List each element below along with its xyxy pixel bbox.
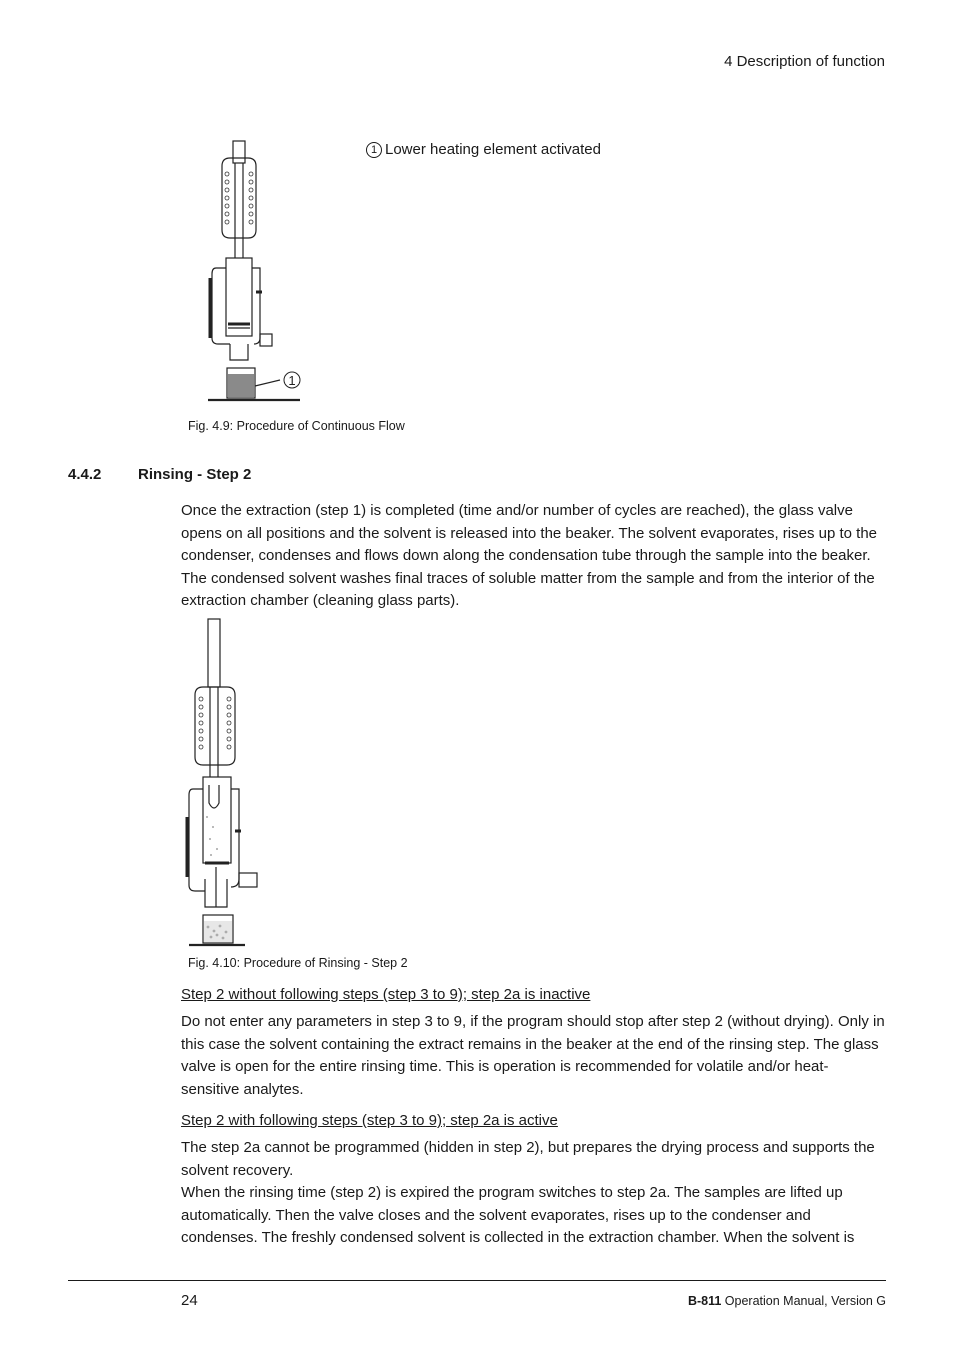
footer-manual-title — [688, 1294, 886, 1308]
section-title: Rinsing - Step 2 — [138, 466, 252, 483]
section-number: 4.4.2 — [68, 466, 102, 483]
callout-number-badge: 1 — [366, 142, 382, 158]
subsection2-body1: The step 2a cannot be programmed (hidden in step 2), but prepares the drying process and supports the solvent recovery. — [181, 1139, 875, 1179]
figure1-caption: Fig. 4.9: Procedure of Continuous Flow — [188, 419, 405, 433]
subsection1-heading: Step 2 without following steps (step 3 to 9); step 2a is inactive — [181, 986, 591, 1003]
footer-product: B-811 — [687, 1294, 722, 1308]
subsection1-body: Do not enter any parameters in step 3 to 9, if the program should stop after step 2 (without drying). Only in this case the solvent containing the extract remains in the beaker at the end of the rinsing step. The glass valve is open for the entire rinsing time. This is operation is recommended for volatile and/or heat-sensitive analytes. — [181, 1013, 885, 1098]
figure2-caption: Fig. 4.10: Procedure of Rinsing - Step 2 — [188, 956, 408, 970]
subsection2-heading: Step 2 with following steps (step 3 to 9); step 2a is active — [181, 1112, 558, 1129]
page-header: 4 Description of function — [724, 53, 885, 70]
figure-rinsing-diagram — [183, 617, 273, 947]
section-intro-paragraph: Once the extraction (step 1) is completed (time and/or number of cycles are reached), the glass valve opens on all positions and the solvent is released into the beaker. The solvent evaporates, rises up to the condenser, condenses and flows down along the condensation tube through the sample into the beaker. The condensed solvent washes final traces of soluble matter from the sample and from the interior of the extraction chamber (cleaning glass parts). — [181, 502, 877, 609]
page-number: 24 — [181, 1292, 198, 1309]
footer-manual-text: Operation Manual, Version G — [721, 1294, 886, 1308]
figure-continuous-flow-diagram — [200, 138, 310, 403]
figure1-callout — [366, 141, 601, 158]
figure1-marker-label: 1 — [288, 373, 296, 388]
callout-text: Lower heating element activated — [385, 141, 601, 158]
footer-divider — [68, 1280, 886, 1281]
subsection2-body2: When the rinsing time (step 2) is expired the program switches to step 2a. The samples are lifted up automatically. Then the valve closes and the solvent evaporates, rises up to the condenser and condenses. The freshly condensed solvent is collected in the extraction chamber. When the solvent is — [181, 1184, 855, 1246]
